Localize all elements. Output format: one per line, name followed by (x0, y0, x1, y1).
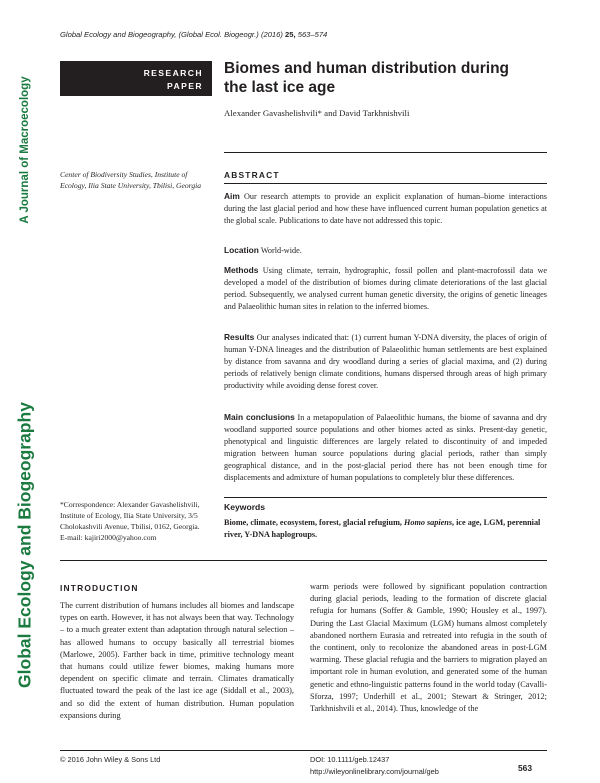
affiliation-line1: Center of Biodiversity Studies, Institute of (60, 170, 188, 179)
journal-spine (0, 0, 50, 783)
introduction-column-2: warm periods were followed by significant population contraction during glacial periods, leading to the formation of discrete glacial refugia for humans (Soffer & Gamble, 1990; Housley et al., 1997). During the Last Glacial Maximum (LGM) humans almost completely abandoned northern Eurasia and retreated into refugia in the south of the continent, only to recolonize the abandoned areas in post-LGM warming. These glacial refugia and the barriers to migration played an important role in human evolution, and generated some of the human genetic and ethno-linguistic patterns found in the world today (Cavalli-Sforza, 1997; Underhill et al., 2001; Stewart & Stringer, 2012; Tarkhnishvili et al., 2014). Thus, knowledge of the (310, 582, 547, 714)
abstract-location (224, 244, 547, 257)
journal-year: (2016) (260, 30, 283, 39)
methods-heading: Methods (224, 265, 259, 275)
doi: DOI: 10.1111/geb.12437 (310, 755, 390, 764)
keywords-part1: Biome, climate, ecosystem, forest, glacial refugium, (224, 518, 402, 527)
results-heading: Results (224, 332, 255, 342)
journal-url[interactable]: http://wileyonlinelibrary.com/journal/geb (310, 767, 439, 776)
spine-subtitle: A Journal of Macroecology (19, 76, 31, 224)
conclusions-heading: Main conclusions (224, 412, 295, 422)
location-heading: Location (224, 245, 259, 255)
journal-pages: 563–574 (297, 30, 328, 39)
journal-citation (60, 30, 327, 39)
journal-name: Global Ecology and Biogeography, (Global Ecol. Biogeogr.) (60, 30, 259, 39)
keywords-italic: Homo sapiens (404, 518, 453, 527)
correspondence-line2: Institute of Ecology, Ilia State University, 3/5 (60, 511, 198, 520)
copyright: © 2016 John Wiley & Sons Ltd (60, 755, 161, 764)
abstract-divider (224, 183, 547, 184)
location-text: World-wide. (260, 246, 302, 255)
article-authors: Alexander Gavashelishvili* and David Tarkhnishvili (224, 108, 410, 118)
keywords (224, 517, 547, 541)
introduction-heading: INTRODUCTION (60, 583, 139, 593)
spine-journal-name: Global Ecology and Biogeography (14, 402, 35, 688)
results-text: Our analyses indicated that: (1) current human Y-DNA diversity, the places of origin of human Y-DNA lineages and the distribution of Palaeolithic human settlements are best explained by distance from savanna and dry woodland during a series of glacial maxima, and (2) during periods of relatively benign climate conditions, humans dispersed through areas of high primary productivity while avoiding dense forest cover. (224, 333, 547, 391)
keywords-heading: Keywords (224, 502, 266, 512)
abstract-conclusions (224, 411, 547, 485)
article-type-line1: RESEARCH (143, 68, 203, 78)
introduction-column-1: The current distribution of humans includes all biomes and landscape types on earth. However, it has not always been that way. Technology – to a much greater extent than adaptation through natural selection – has allowed humans to occupy basically all terrestrial biomes (Marlowe, 2005). Farther back in time, primitive technology meant that humans could utilize fewer biomes, making humans more dependent on specific climate and terrain. Climates dramatically fluctuated toward the peak of the last ice age (Siddall et al., 2003), and so did the extent of human distribution. Human population expansions during (60, 601, 294, 720)
methods-text: Using climate, terrain, hydrographic, fossil pollen and plant-macrofossil data we developed a model of the distribution of biomes during climate deteriorations of the last glacial period. Subsequently, we analysed current human genetic diversity, the origins of genetic lineages and Palaeolithic human sites in relation to the inferred biomes. (224, 266, 547, 312)
aim-heading: Aim (224, 191, 240, 201)
journal-volume: 25, (285, 30, 296, 39)
title-divider (224, 152, 547, 153)
affiliation-line2: Ecology, Ilia State University, Tbilisi, Georgia (60, 181, 202, 190)
article-type-line2: PAPER (167, 81, 203, 91)
abstract-methods (224, 264, 547, 313)
page-number: 563 (518, 763, 532, 773)
keywords-divider (224, 497, 547, 498)
affiliation (60, 169, 210, 191)
conclusions-text: In a metapopulation of Palaeolithic humans, the biome of savanna and dry woodland supported source populations and other biomes acted as sinks. Present-day genetic, phenotypical and linguistic differences are largely related to discontinuity of and impeded migration between human source populations during glacial periods, rather than simply geographical distance, and in the post-glacial period there has not been enough time for displacements and admixture of human populations to completely blur these differences. (224, 413, 547, 483)
correspondence-email: E-mail: kajiri2000@yahoo.com (60, 533, 157, 542)
footer-divider (60, 750, 547, 751)
article-type-box (60, 61, 212, 96)
abstract-results (224, 331, 547, 392)
article-title (224, 60, 544, 97)
title-line2: the last ice age (224, 78, 336, 96)
correspondence (60, 499, 215, 543)
abstract-aim (224, 190, 547, 227)
correspondence-line1: *Correspondence: Alexander Gavashelishvili, (60, 500, 200, 509)
abstract-heading: ABSTRACT (224, 170, 280, 180)
correspondence-line3: Cholokashvili Avenue, Tbilisi, 0162, Georgia. (60, 522, 200, 531)
keywords-part2: , ice age, LGM, perennial river, Y-DNA haplogroups. (224, 518, 541, 539)
section-divider (60, 560, 547, 561)
title-line1: Biomes and human distribution during (224, 60, 510, 77)
aim-text: Our research attempts to provide an explicit explanation of human–biome interactions during the last glacial period and how these have influenced current human population genetics at the global scale. Publications to date have not addressed this topic. (224, 192, 547, 226)
